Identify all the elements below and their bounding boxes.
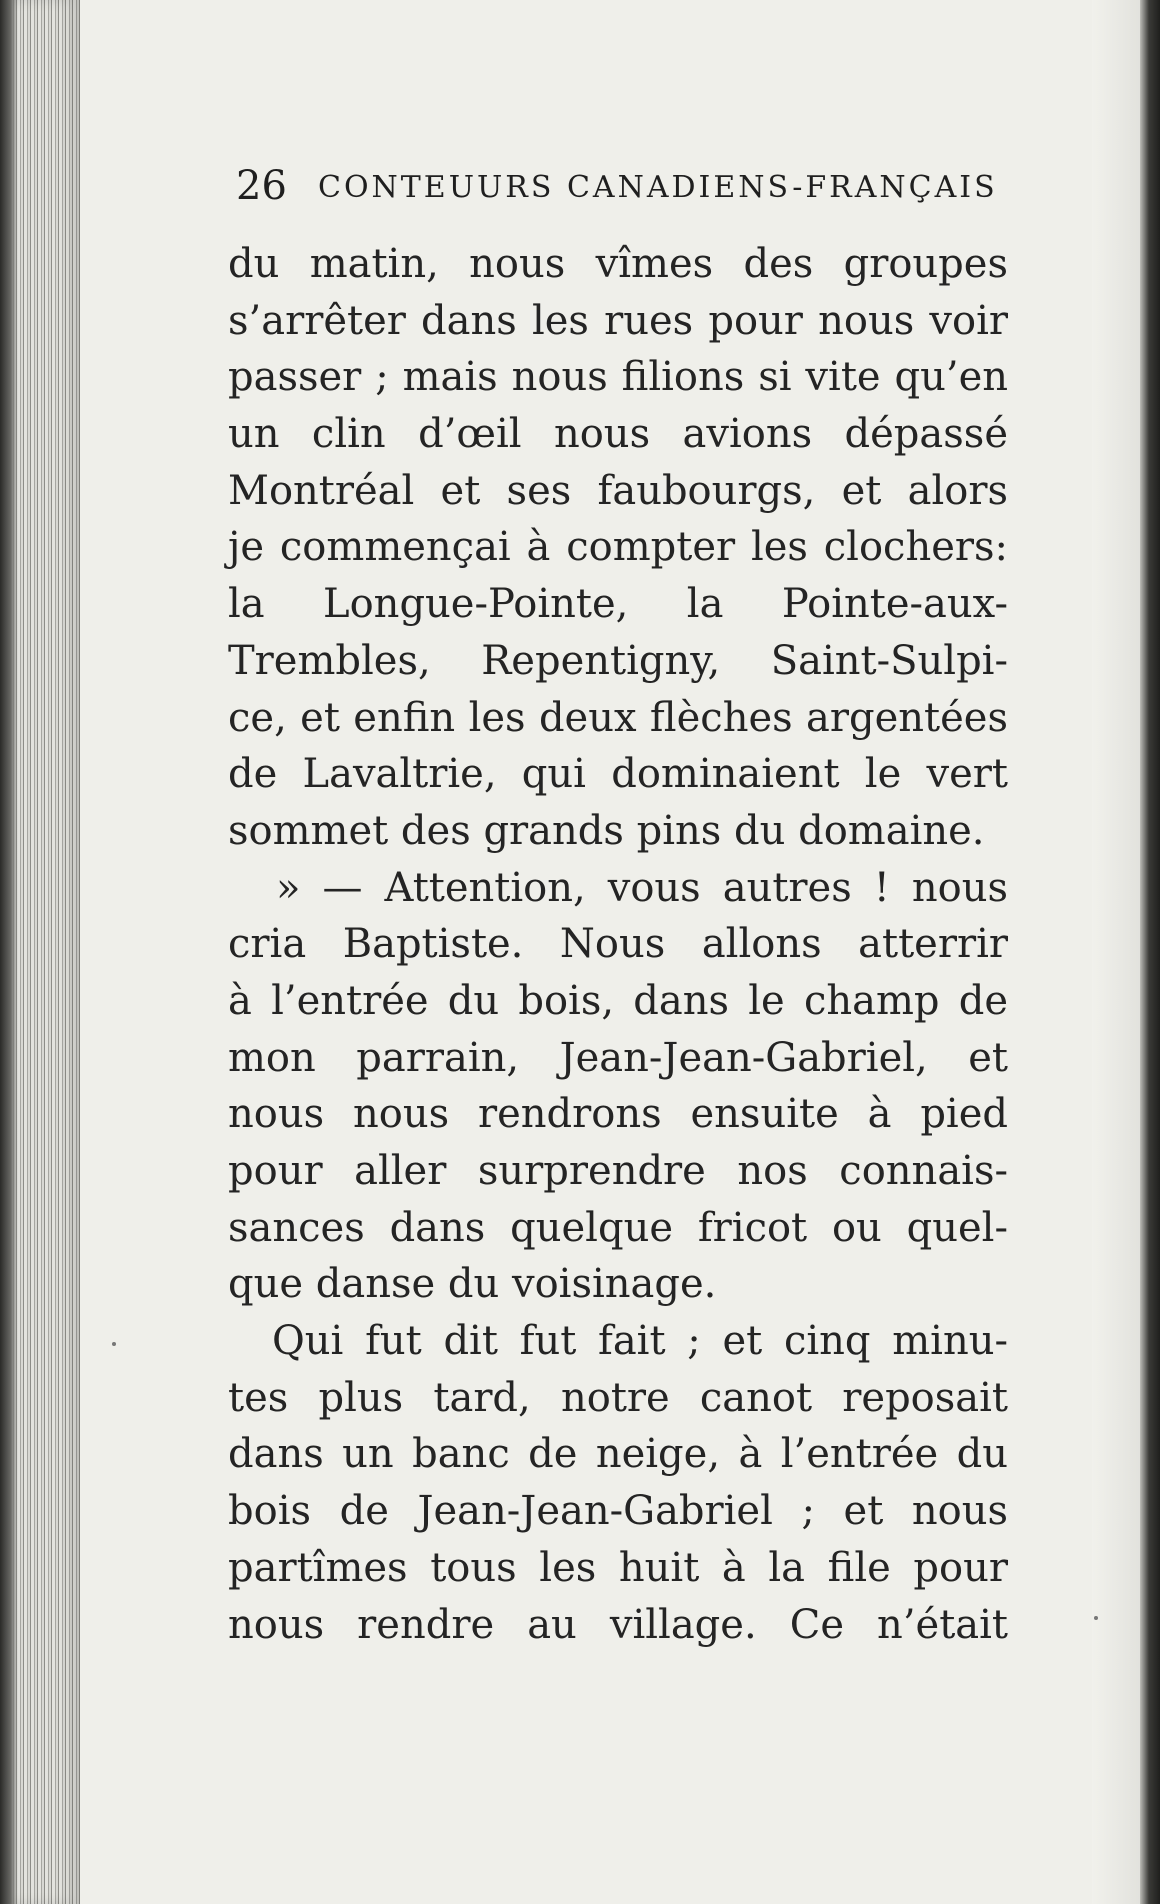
paper-speck (112, 1342, 116, 1346)
text-line: nous nous rendrons ensuite à pied (228, 1091, 1008, 1138)
text-line: que danse du voisinage. (228, 1261, 717, 1308)
paper-speck (1094, 1616, 1098, 1620)
text-line: Trembles, Repentigny, Saint-Sulpi- (228, 637, 1008, 684)
page-header (236, 158, 1016, 214)
text-line: » — Attention, vous autres ! nous (276, 864, 1008, 911)
text-line: de Lavaltrie, qui dominaient le vert (228, 751, 1008, 798)
text-line: du matin, nous vîmes des groupes (228, 241, 1008, 287)
text-line: ce, et enfin les deux flèches argentées (228, 694, 1008, 741)
text-line: sommet des grands pins du domaine. (228, 807, 985, 854)
body-text (228, 236, 1008, 1653)
text-line: s’arrêter dans les rues pour nous voir (228, 297, 1008, 344)
text-line: pour aller surprendre nos connais- (228, 1148, 1008, 1194)
text-line: à l’entrée du bois, dans le champ de (228, 977, 1008, 1024)
text-line: bois de Jean-Jean-Gabriel ; et nous (228, 1488, 1008, 1535)
text-line: mon parrain, Jean-Jean-Gabriel, et (228, 1034, 1008, 1081)
text-line: tes plus tard, notre canot reposait (228, 1374, 1008, 1421)
text-line: un clin d’œil nous avions dépassé (228, 411, 1008, 458)
running-head: CONTEUURS CANADIENS-FRANÇAIS (318, 170, 998, 205)
page-number: 26 (236, 163, 287, 209)
text-line: nous rendre au village. Ce n’était (228, 1601, 1008, 1648)
text-line: dans un banc de neige, à l’entrée du (228, 1431, 1008, 1478)
text-line: sances dans quelque fricot ou quel- (228, 1204, 1008, 1251)
text-line: Qui fut dit fut fait ; et cinq minu- (272, 1318, 1008, 1365)
text-line: Montréal et ses faubourgs, et alors (228, 467, 1008, 514)
text-line: la Longue-Pointe, la Pointe-aux- (228, 581, 1008, 628)
text-line: passer ; mais nous filions si vite qu’en (228, 354, 1008, 401)
text-line: partîmes tous les huit à la file pour (228, 1544, 1008, 1591)
text-line: je commençai à compter les clochers: (228, 524, 1008, 571)
text-line: cria Baptiste. Nous allons atterrir (228, 921, 1008, 968)
